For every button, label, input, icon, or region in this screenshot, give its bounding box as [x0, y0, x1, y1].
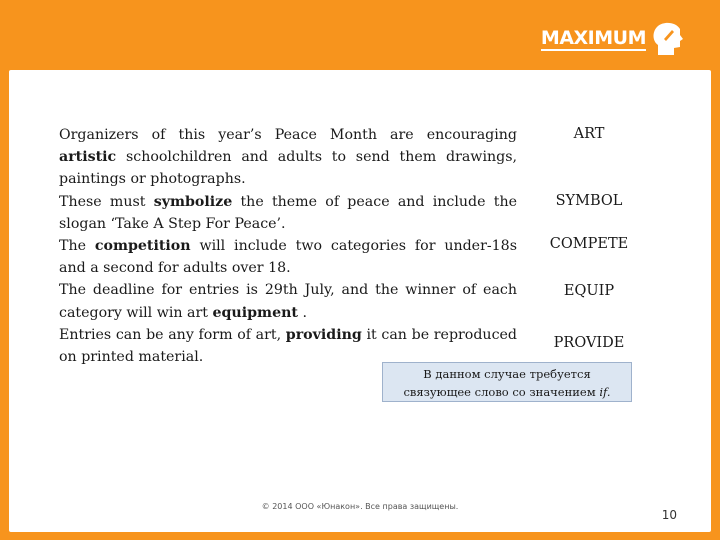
hint-line-1: В данном случае требуется	[423, 367, 591, 381]
passage-text-run: Organizers of this year’s Peace Month are encouraging	[59, 127, 517, 143]
passage-text-run: These must	[59, 193, 154, 210]
keyword-symbol: SYMBOL	[555, 193, 623, 209]
passage-text-run: will include two categories for under-18s and a second for adults over 18.	[59, 238, 517, 277]
passage-text-run: schoolchildren and adults to send them drawings, paintings or photographs.	[59, 149, 517, 188]
hint-line-2	[383, 383, 631, 401]
head-silhouette-icon	[650, 21, 684, 57]
passage-text-run: The	[59, 238, 95, 255]
copyright-footer: © 2014 ООО «Юнакон». Все права защищены.	[261, 502, 459, 511]
key-word: symbolize	[153, 193, 233, 210]
passage-text	[59, 124, 517, 368]
key-word: providing	[285, 326, 362, 343]
key-word: artistic	[59, 149, 117, 166]
keyword-provide: PROVIDE	[553, 335, 625, 351]
passage-paragraph	[59, 124, 517, 191]
keyword-compete: COMPETE	[549, 236, 629, 252]
keyword-art: ART	[573, 126, 605, 142]
maximum-logo	[541, 18, 684, 60]
passage-text-run: the theme of peace and include the slogan ‘Take A Step For Peace’.	[59, 193, 517, 232]
page-number: 10	[661, 508, 677, 522]
slide-panel	[9, 70, 711, 532]
passage-paragraph	[59, 191, 517, 235]
passage-text-run: it can be reproduced on printed material.	[59, 326, 517, 366]
keyword-equip: EQUIP	[563, 283, 615, 299]
passage-paragraph	[59, 235, 517, 279]
logo-text: MAXIMUM	[540, 26, 646, 49]
passage-paragraph	[59, 279, 517, 323]
passage-text-run: The deadline for entries is 29th July, and the winner of each category will win art	[59, 282, 517, 321]
passage-text-run: .	[297, 304, 307, 321]
hint-line-2-text: связующее слово со значением	[403, 385, 600, 399]
hint-note	[382, 362, 632, 402]
key-word: equipment	[212, 304, 298, 321]
passage-text-run: Entries can be any form of art,	[59, 326, 286, 343]
hint-line-2-italic: if.	[599, 385, 611, 399]
key-word: competition	[94, 238, 191, 255]
